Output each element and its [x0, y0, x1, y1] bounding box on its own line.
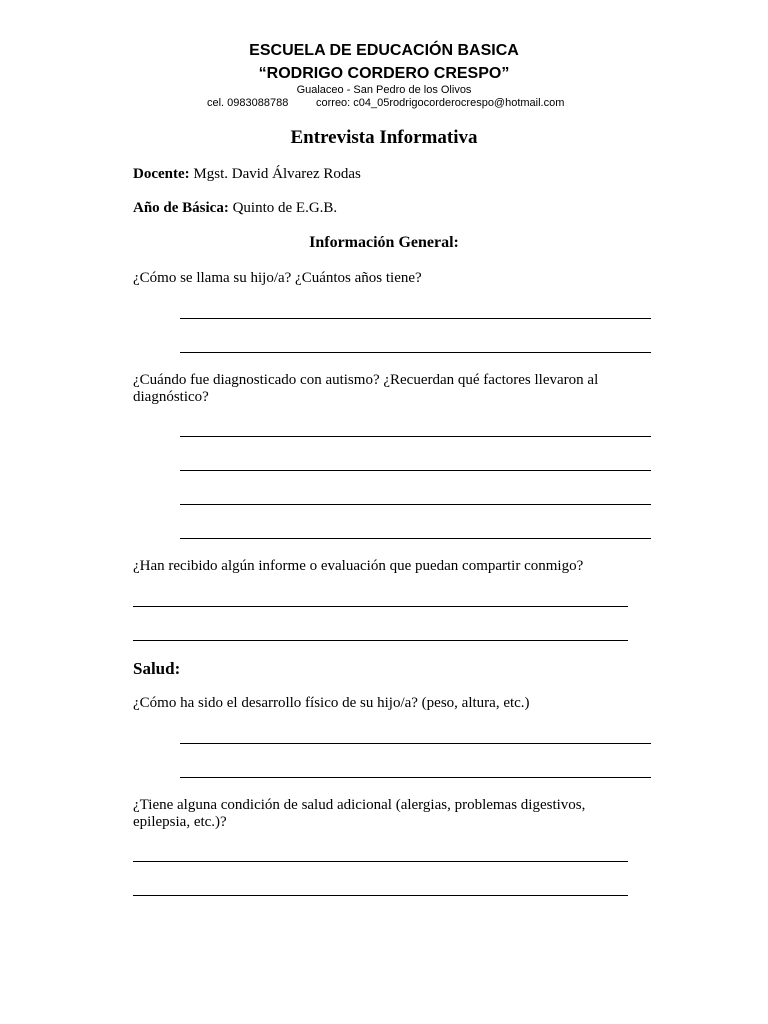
answer-line	[133, 861, 628, 862]
answer-line	[180, 743, 651, 744]
docente-field	[133, 166, 361, 183]
anio-basica-label: Año de Básica:	[133, 200, 229, 216]
school-phone: cel. 0983088788	[207, 97, 289, 109]
school-email: correo: c04_05rodrigocorderocrespo@hotmail.com	[316, 97, 565, 109]
anio-basica-field	[133, 200, 337, 217]
section-informacion-general: Información General:	[309, 234, 459, 251]
answer-line	[133, 606, 628, 607]
answer-line	[180, 318, 651, 319]
answer-line	[133, 640, 628, 641]
answer-line	[180, 538, 651, 539]
question-1: ¿Cómo se llama su hijo/a? ¿Cuántos años tiene?	[133, 270, 422, 286]
answer-line	[180, 470, 651, 471]
document-title: Entrevista Informativa	[290, 127, 478, 148]
question-2: ¿Cuándo fue diagnosticado con autismo? ¿Recuerdan qué factores llevaron al diagnóstico?	[133, 372, 599, 405]
question-4: ¿Cómo ha sido el desarrollo físico de su hijo/a? (peso, altura, etc.)	[133, 695, 530, 711]
answer-line	[180, 777, 651, 778]
answer-line	[180, 504, 651, 505]
section-salud: Salud:	[133, 659, 181, 678]
anio-basica-value: Quinto de E.G.B.	[232, 200, 338, 216]
docente-label: Docente:	[133, 166, 190, 182]
docente-value: Mgst. David Álvarez Rodas	[193, 166, 361, 182]
school-address: Gualaceo - San Pedro de los Olivos	[296, 84, 472, 96]
school-motto: “RODRIGO CORDERO CRESPO”	[258, 65, 510, 82]
answer-line	[180, 352, 651, 353]
answer-line	[180, 436, 651, 437]
answer-line	[133, 895, 628, 896]
school-name: ESCUELA DE EDUCACIÓN BASICA	[249, 42, 519, 59]
question-5: ¿Tiene alguna condición de salud adicional (alergias, problemas digestivos, epilepsia, etc.)?	[133, 797, 586, 830]
question-3: ¿Han recibido algún informe o evaluación que puedan compartir conmigo?	[133, 558, 584, 574]
